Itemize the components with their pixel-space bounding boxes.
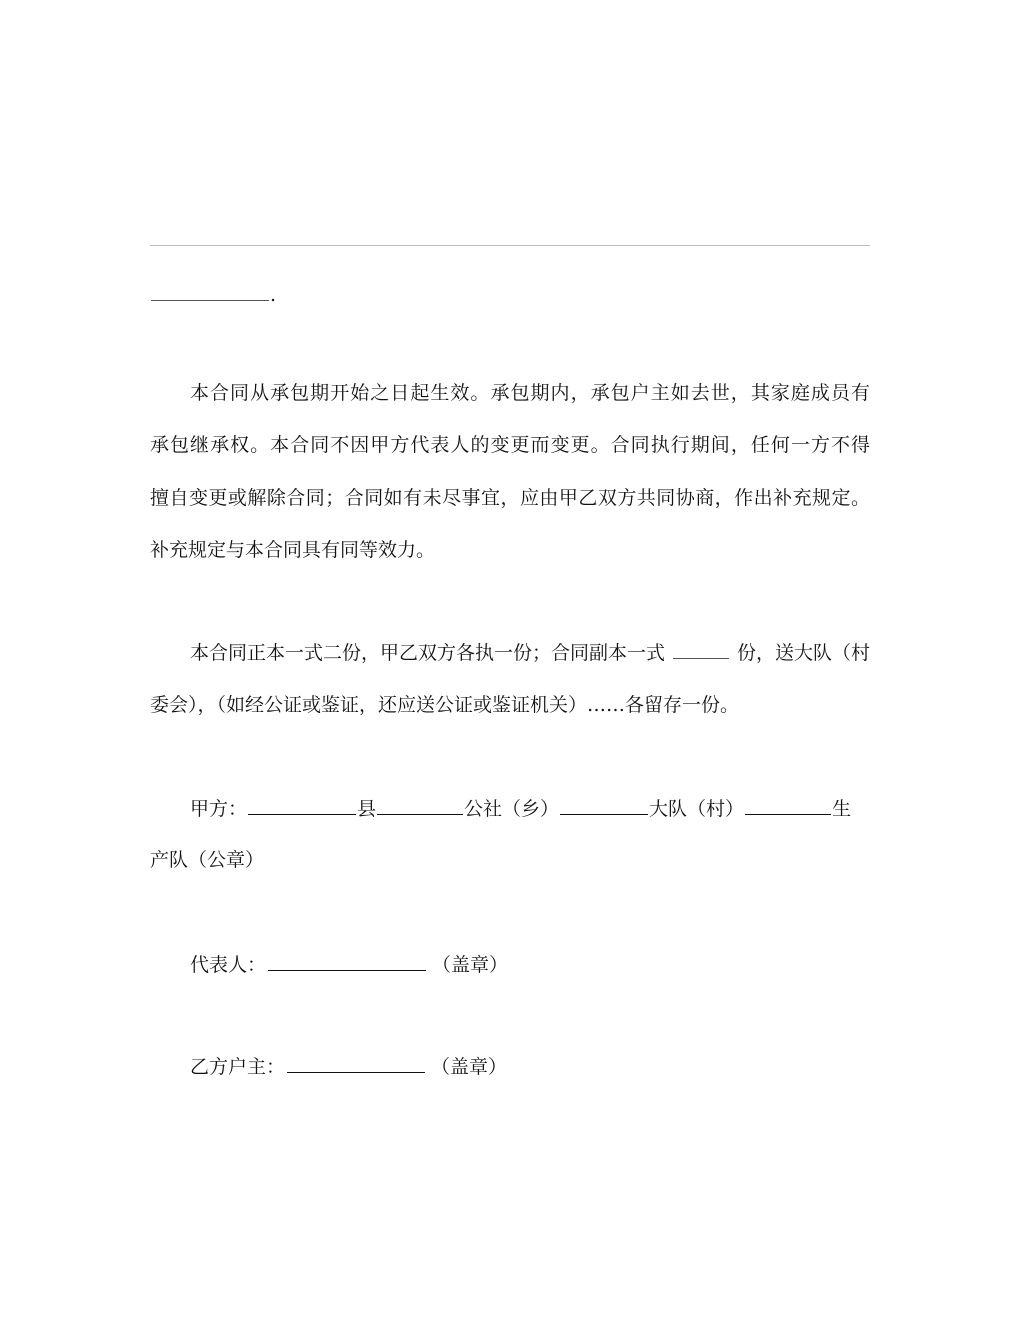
party-b-signature-blank[interactable] [287, 1052, 425, 1073]
party-b-line [190, 1052, 507, 1082]
paragraph-2-line-1 [190, 638, 870, 668]
party-b-seal: （盖章） [431, 1056, 508, 1078]
representative-label: 代表人： [190, 954, 267, 976]
commune-label: 公社（乡） [464, 798, 560, 820]
leading-period: . [270, 284, 277, 306]
paragraph-1-line-2: 承包继承权。本合同不因甲方代表人的变更而变更。合同执行期间，任何一方不得 [150, 434, 870, 456]
brigade-label: 大队（村） [649, 798, 745, 820]
representative-seal: （盖章） [432, 954, 509, 976]
brigade-blank[interactable] [560, 794, 648, 815]
team-blank[interactable] [745, 794, 831, 815]
paragraph-1-line-1: 本合同从承包期开始之日起生效。承包期内，承包户主如去世，其家庭成员有 [190, 382, 870, 404]
commune-blank[interactable] [377, 794, 463, 815]
party-a-label: 甲方： [190, 798, 248, 820]
copies-count-blank[interactable] [673, 638, 729, 659]
paragraph-2-line-1-text-a: 本合同正本一式二份，甲乙双方各执一份；合同副本一式 [190, 642, 666, 664]
leading-fill-line [150, 280, 276, 310]
representative-signature-blank[interactable] [268, 950, 426, 971]
party-a-line-2: 产队（公章） [150, 849, 265, 871]
party-a-line-1 [190, 794, 870, 824]
party-b-label: 乙方户主： [190, 1056, 286, 1078]
fill-blank[interactable] [151, 280, 269, 301]
paragraph-1-line-4: 补充规定与本合同具有同等效力。 [150, 539, 436, 561]
representative-line [190, 950, 508, 980]
county-label: 县 [357, 798, 377, 820]
paragraph-2-line-2: 委会），（如经公证或鉴证，还应送公证或鉴证机关）……各留存一份。 [150, 694, 740, 716]
county-blank[interactable] [248, 794, 356, 815]
paragraph-1-line-3: 擅自变更或解除合同；合同如有未尽事宜，应由甲乙双方共同协商，作出补充规定。 [150, 487, 870, 509]
paragraph-2-line-1-text-b: 份，送大队（村 [736, 642, 870, 664]
team-label-char: 生 [832, 798, 852, 820]
header-divider [150, 245, 870, 246]
